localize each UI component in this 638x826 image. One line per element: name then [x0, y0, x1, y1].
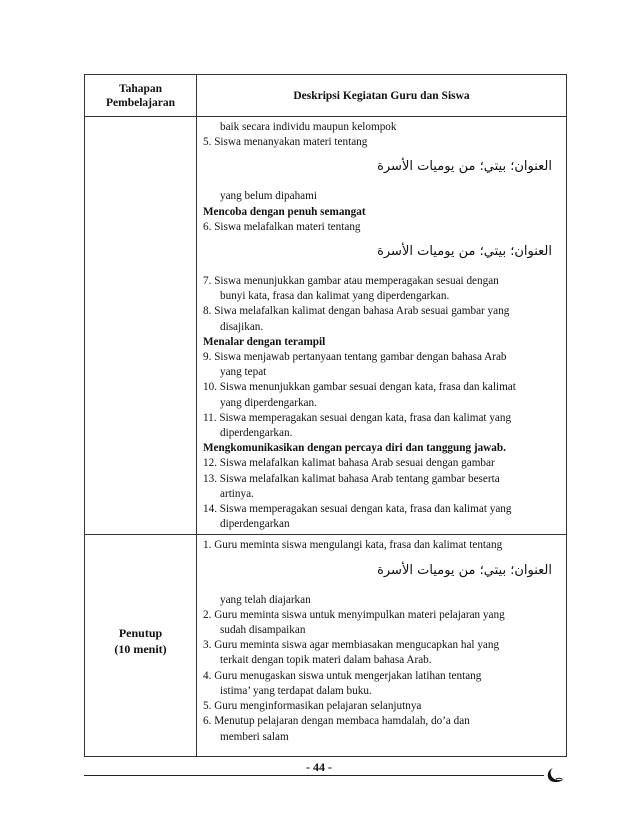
stage-label-penutup	[85, 625, 196, 657]
activity-item-14: 14. Siswa memperagakan sesuai dengan kata, frasa dan kalimat yang	[203, 503, 512, 516]
closing-item-3: 3. Guru meminta siswa agar membiasakan mengucapkan hal yang	[203, 639, 500, 652]
stage-duration: (10 menit)	[114, 642, 167, 657]
arabic-topic-text: العنوان؛ بيتي؛ من يوميات الأسرة	[377, 159, 552, 175]
activity-item-12: 12. Siswa melafalkan kalimat bahasa Arab sesuai dengan gambar	[203, 457, 495, 470]
activity-item-5: 5. Siswa menanyakan materi tentang	[203, 136, 368, 149]
footer-rule	[84, 775, 544, 776]
arabic-topic-text: العنوان؛ بيتي؛ من يوميات الأسرة	[377, 562, 552, 578]
activity-line: disajikan.	[220, 320, 264, 333]
stage-name: Penutup	[118, 626, 163, 641]
closing-item-6: 6. Menutup pelajaran dengan membaca hamdalah, do’a dan	[203, 715, 470, 728]
activity-line: diperdengarkan.	[220, 427, 293, 440]
activity-item-6: 6. Siswa melafalkan materi tentang	[203, 220, 361, 233]
stage-cell-inti	[85, 117, 197, 535]
section-heading-menalar: Menalar dengan terampil	[203, 335, 326, 348]
header-tahapan	[85, 75, 197, 117]
closing-item-4: 4. Guru menugaskan siswa untuk mengerjakan latihan tentang	[203, 669, 482, 682]
stage-cell-penutup	[85, 535, 197, 757]
header-tahapan-line2: Pembelajaran	[106, 96, 175, 109]
closing-line: istima’ yang terdapat dalam buku.	[220, 684, 372, 697]
activity-item-9: 9. Siswa menjawab pertanyaan tentang gambar dengan bahasa Arab	[203, 351, 507, 364]
closing-item-5: 5. Guru menginformasikan pelajaran selanjutnya	[203, 700, 422, 713]
activity-item-10: 10. Siswa menunjukkan gambar sesuai dengan kata, frasa dan kalimat	[203, 381, 516, 394]
activity-line: bunyi kata, frasa dan kalimat yang diperdengarkan.	[220, 290, 450, 303]
section-heading-mengkomunikasikan: Mengkomunikasikan dengan percaya diri dan tanggung jawab.	[203, 442, 506, 455]
closing-line: terkait dengan topik materi dalam bahasa Arab.	[220, 654, 432, 667]
closing-line: sudah disampaikan	[220, 624, 306, 637]
activity-item-7: 7. Siswa menunjukkan gambar atau memperagakan sesuai dengan	[203, 275, 499, 288]
activity-line: baik secara individu maupun kelompok	[220, 121, 397, 133]
activity-item-13: 13. Siswa melafalkan kalimat bahasa Arab tentang gambar beserta	[203, 472, 500, 485]
activity-item-8: 8. Siwa melafalkan kalimat dengan bahasa Arab sesuai gambar yang	[203, 305, 510, 318]
lesson-activity-table	[84, 74, 567, 757]
closing-item-2: 2. Guru meminta siswa untuk menyimpulkan materi pelajaran yang	[203, 608, 505, 621]
activity-item-11: 11. Siswa memperagakan sesuai dengan kata, frasa dan kalimat yang	[203, 411, 512, 424]
activity-line: diperdengarkan	[220, 518, 290, 531]
closing-line: memberi salam	[220, 730, 289, 743]
activity-cell-inti	[197, 117, 567, 535]
closing-item-1: 1. Guru meminta siswa mengulangi kata, frasa dan kalimat tentang	[203, 539, 503, 552]
activity-line: yang tepat	[220, 366, 267, 379]
crescent-logo-icon	[544, 765, 566, 785]
page-number: - 44 -	[306, 760, 332, 774]
header-tahapan-line1: Tahapan	[118, 82, 163, 95]
activity-cell-penutup	[197, 535, 567, 757]
activity-line: yang diperdengarkan.	[220, 396, 317, 409]
activity-line: yang belum dipahami	[220, 190, 317, 203]
activity-line: artinya.	[220, 487, 254, 500]
header-deskripsi: Deskripsi Kegiatan Guru dan Siswa	[197, 75, 567, 117]
closing-line: yang telah diajarkan	[220, 593, 311, 606]
arabic-topic-text: العنوان؛ بيتي؛ من يوميات الأسرة	[377, 244, 552, 260]
section-heading-mencoba: Mencoba dengan penuh semangat	[203, 205, 366, 218]
